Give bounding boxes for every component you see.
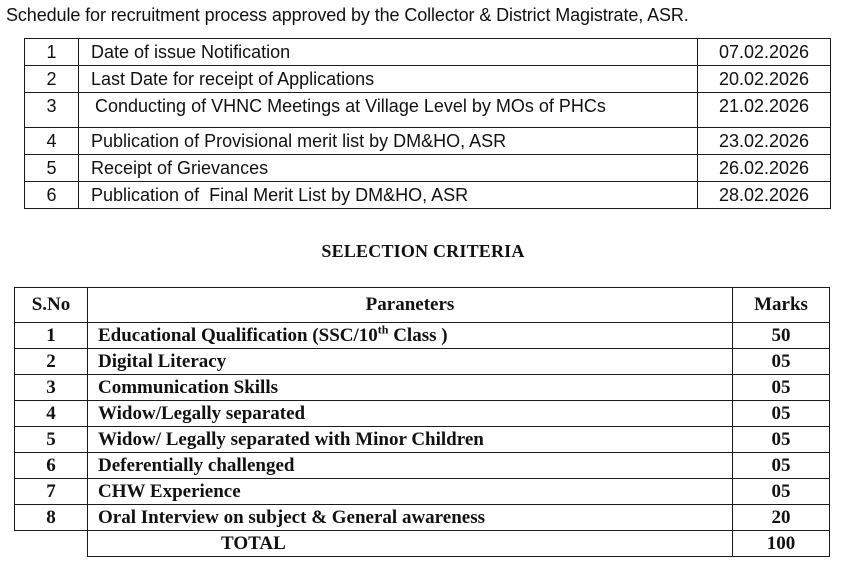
criteria-sno: 4 — [15, 401, 88, 427]
column-header-sno: S.No — [15, 288, 88, 323]
total-label: TOTAL — [88, 531, 733, 557]
table-row — [15, 453, 830, 479]
schedule-no: 1 — [25, 39, 79, 66]
criteria-sno: 6 — [15, 453, 88, 479]
column-header-marks: Marks — [733, 288, 830, 323]
table-row — [25, 128, 831, 155]
schedule-event: Publication of Provisional merit list by DM&HO, ASR — [79, 128, 698, 155]
schedule-date: 20.02.2026 — [698, 66, 831, 93]
table-row — [25, 39, 831, 66]
schedule-table — [24, 38, 831, 209]
schedule-no: 4 — [25, 128, 79, 155]
criteria-parameter: Communication Skills — [88, 375, 733, 401]
table-row — [15, 401, 830, 427]
schedule-no: 2 — [25, 66, 79, 93]
criteria-parameter: Widow/ Legally separated with Minor Children — [88, 427, 733, 453]
table-header-row — [15, 288, 830, 323]
section-heading: SELECTION CRITERIA — [321, 241, 525, 261]
table-row — [25, 182, 831, 209]
criteria-sno: 5 — [15, 427, 88, 453]
table-row — [15, 323, 830, 349]
total-marks: 100 — [733, 531, 830, 557]
criteria-marks: 05 — [733, 479, 830, 505]
criteria-sno: 7 — [15, 479, 88, 505]
schedule-event: Conducting of VHNC Meetings at Village Level by MOs of PHCs — [79, 93, 698, 128]
parameter-text: Educational Qualification (SSC/10 — [98, 325, 378, 346]
column-header-parameter: Paraneters — [88, 288, 733, 323]
total-empty-cell — [15, 531, 88, 557]
table-row — [15, 505, 830, 531]
total-row — [15, 531, 830, 557]
criteria-parameter: Deferentially challenged — [88, 453, 733, 479]
table-row — [15, 479, 830, 505]
schedule-date: 07.02.2026 — [698, 39, 831, 66]
schedule-no: 5 — [25, 155, 79, 182]
criteria-marks: 05 — [733, 453, 830, 479]
schedule-date: 21.02.2026 — [698, 93, 831, 128]
schedule-event: Date of issue Notification — [79, 39, 698, 66]
superscript: th — [377, 322, 389, 337]
schedule-date: 26.02.2026 — [698, 155, 831, 182]
schedule-event: Receipt of Grievances — [79, 155, 698, 182]
schedule-intro: Schedule for recruitment process approved by the Collector & District Magistrate, ASR. — [6, 5, 689, 25]
table-row — [25, 93, 831, 128]
table-row — [15, 427, 830, 453]
schedule-date: 28.02.2026 — [698, 182, 831, 209]
criteria-sno: 8 — [15, 505, 88, 531]
criteria-parameter: Digital Literacy — [88, 349, 733, 375]
schedule-event: Publication of Final Merit List by DM&HO, ASR — [79, 182, 698, 209]
criteria-marks: 20 — [733, 505, 830, 531]
criteria-marks: 05 — [733, 375, 830, 401]
table-row — [25, 155, 831, 182]
table-row — [15, 349, 830, 375]
parameter-text-suffix: Class ) — [388, 325, 448, 346]
criteria-marks: 50 — [733, 323, 830, 349]
criteria-marks: 05 — [733, 427, 830, 453]
criteria-sno: 2 — [15, 349, 88, 375]
criteria-parameter: Widow/Legally separated — [88, 401, 733, 427]
criteria-sno: 1 — [15, 323, 88, 349]
criteria-parameter — [88, 323, 733, 349]
schedule-date: 23.02.2026 — [698, 128, 831, 155]
schedule-no: 6 — [25, 182, 79, 209]
table-row — [25, 66, 831, 93]
criteria-parameter: CHW Experience — [88, 479, 733, 505]
table-row — [15, 375, 830, 401]
criteria-marks: 05 — [733, 349, 830, 375]
criteria-parameter: Oral Interview on subject & General awareness — [88, 505, 733, 531]
criteria-sno: 3 — [15, 375, 88, 401]
selection-criteria-table — [14, 287, 830, 557]
schedule-event: Last Date for receipt of Applications — [79, 66, 698, 93]
criteria-marks: 05 — [733, 401, 830, 427]
schedule-no: 3 — [25, 93, 79, 128]
